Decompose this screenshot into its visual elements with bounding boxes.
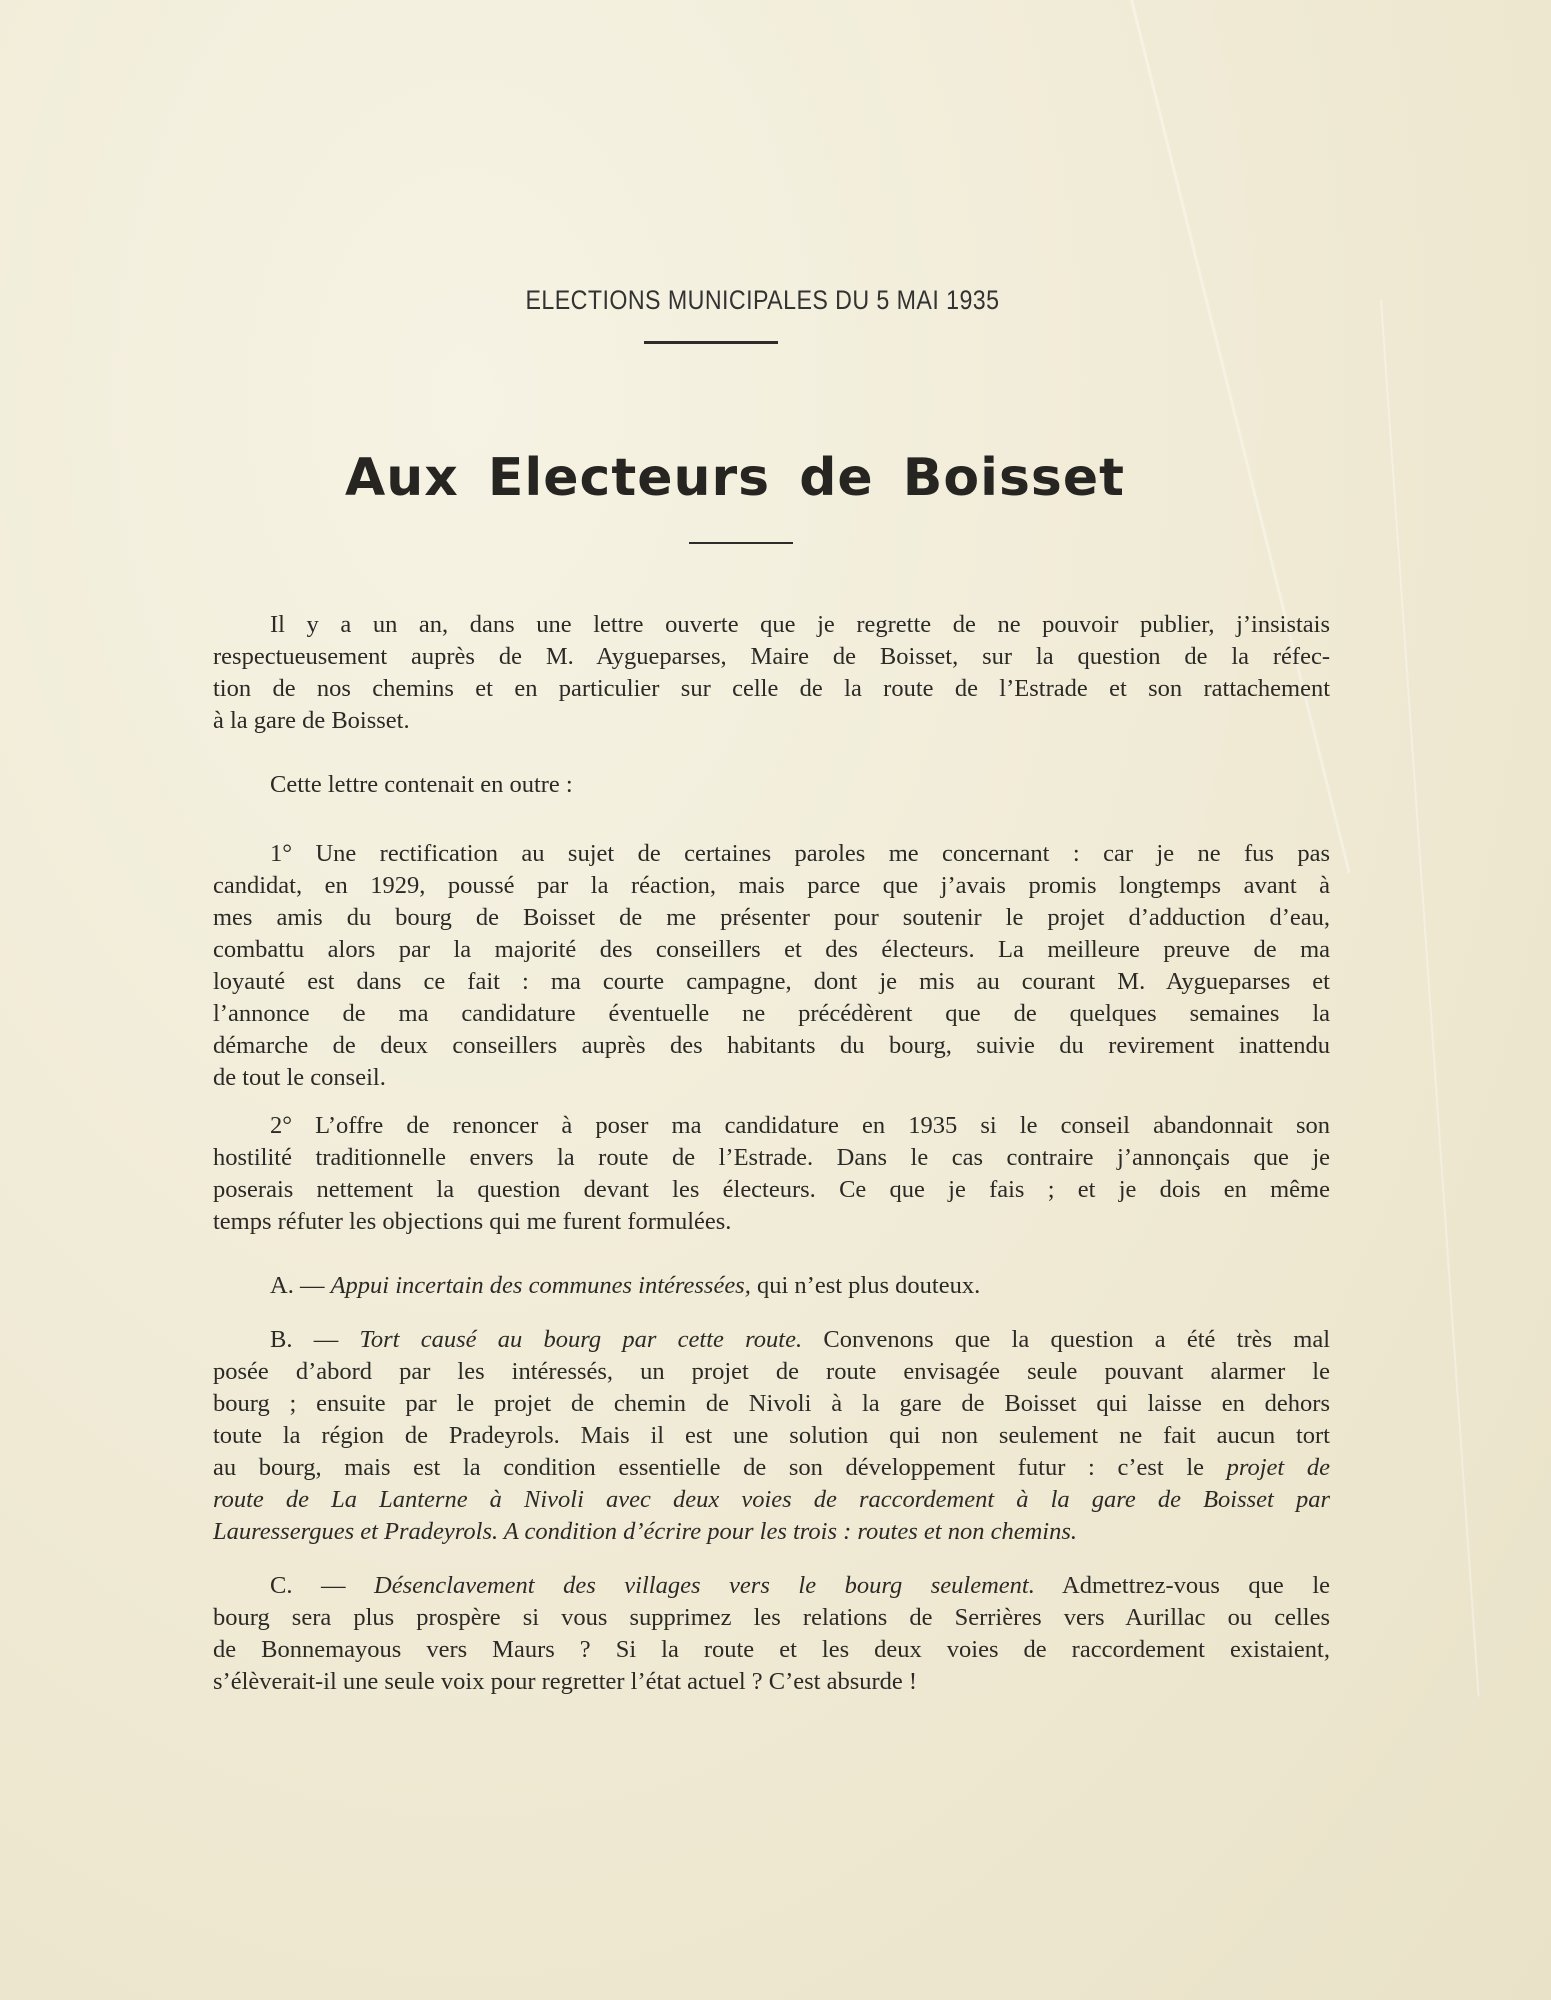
text-line: posée d’abord par les intéressés, un projet de route envisagée seule pouvant alarmer le [213,1358,1330,1385]
objection-title: Tort causé au bourg par cette route. [359,1326,803,1353]
text-line-italic: route de La Lanterne à Nivoli avec deux voies de raccordement à la gare de Boisset par [213,1486,1330,1513]
text-line-italic: Lauressergues et Pradeyrols. A condition d’écrire pour les trois : routes et non chemins. [213,1518,1077,1545]
text-line: temps réfuter les objections qui me furent formulées. [213,1208,732,1235]
objection-c [270,1571,1330,1601]
text-line [213,1453,1330,1483]
objection-label: C. — [270,1572,346,1599]
text-line: tion de nos chemins et en particulier sur celle de la route de l’Estrade et son rattachement [213,675,1330,702]
text-line: l’annonce de ma candidature éventuelle ne précédèrent que de quelques semaines la [213,1000,1330,1027]
objection-label: A. — [270,1272,325,1299]
text-line: s’élèverait-il une seule voix pour regretter l’état actuel ? C’est absurde ! [213,1668,918,1695]
text-line: de Bonnemayous vers Maurs ? Si la route et les deux voies de raccordement existaient, [213,1636,1330,1663]
objection-label: B. — [270,1326,339,1353]
text-line: bourg ; ensuite par le projet de chemin de Nivoli à la gare de Boisset qui laisse en dehors [213,1390,1330,1417]
header-divider [644,341,778,344]
text-line: Il y a un an, dans une lettre ouverte que je regrette de ne pouvoir publier, j’insistais [270,611,1330,638]
objection-text: Admettrez-vous que le [1062,1572,1331,1599]
text-line: combattu alors par la majorité des conseillers et des électeurs. La meilleure preuve de ma [213,936,1330,963]
text-line: mes amis du bourg de Boisset de me présenter pour soutenir le projet d’adduction d’eau, [213,904,1330,931]
objection-b [270,1325,1330,1355]
text-line: Cette lettre contenait en outre : [270,771,573,798]
paper-crease [1130,0,1351,873]
text-line: loyauté est dans ce fait : ma courte campagne, dont je mis au courant M. Aygueparses et [213,968,1330,995]
text-line: candidat, en 1929, poussé par la réaction, mais parce que j’avais promis longtemps avant à [213,872,1330,899]
objection-text: Convenons que la question a été très mal [823,1326,1331,1353]
text-line: hostilité traditionnelle envers la route de l’Estrade. Dans le cas contraire j’annonçais que je [213,1144,1330,1171]
text-line: toute la région de Pradeyrols. Mais il est une solution qui non seulement ne fait aucun tort [213,1422,1330,1449]
objection-title: Désenclavement des villages vers le bourg seulement. [374,1572,1035,1599]
text-line: 2° L’offre de renoncer à poser ma candidature en 1935 si le conseil abandonnait son [270,1112,1330,1139]
election-header: ELECTIONS MUNICIPALES DU 5 MAI 1935 [525,285,1000,315]
text-italic: projet de [1226,1454,1330,1481]
text-line: démarche de deux conseillers auprès des habitants du bourg, suivie du revirement inattendu [213,1032,1330,1059]
text-line: bourg sera plus prospère si vous supprimez les relations de Serrières vers Aurillac ou celles [213,1604,1330,1631]
objection-a [270,1271,1330,1301]
objection-text: qui n’est plus douteux. [756,1272,981,1299]
text-line: poserais nettement la question devant les électeurs. Ce que je fais ; et je dois en même [213,1176,1330,1203]
text-plain: au bourg, mais est la condition essentielle de son développement futur : c’est le [213,1454,1204,1481]
text-line: à la gare de Boisset. [213,707,410,734]
text-line: 1° Une rectification au sujet de certaines paroles me concernant : car je ne fus pas [270,840,1330,867]
objection-title: Appui incertain des communes intéressées, [330,1272,751,1299]
page-title: Aux Electeurs de Boisset [345,448,1125,508]
paper-crease [1380,300,1480,1697]
title-divider [689,542,793,544]
text-line: de tout le conseil. [213,1064,386,1091]
text-line: respectueusement auprès de M. Aygueparses, Maire de Boisset, sur la question de la réfec- [213,643,1330,670]
